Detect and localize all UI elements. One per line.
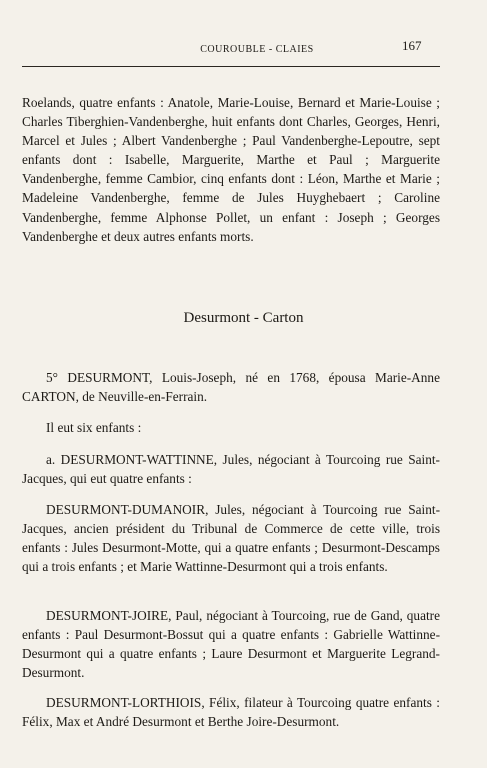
paragraph-desurmont-louis-joseph: 5° DESURMONT, Louis-Joseph, né en 1768, épousa Marie-Anne CARTON, de Neuville-en-Ferrain. [22, 370, 440, 405]
running-head [22, 38, 442, 58]
running-title: COUROUBLE - CLAIES [200, 44, 314, 55]
paragraph-six-enfants: Il eut six enfants : [46, 420, 142, 435]
paragraph-desurmont-joire: DESURMONT-JOIRE, Paul, négociant à Tourcoing, rue de Gand, quatre enfants : Paul Desurmont-Bossut qui a quatre enfants : Gabrielle Wattinne-Desurmont qui a quatre enfants ; Laure Desurmont et Marguerite Legrand-Desurmont. [22, 608, 440, 681]
header-rule [22, 66, 440, 67]
paragraph-roelands: Roelands, quatre enfants : Anatole, Marie-Louise, Bernard et Marie-Louise ; Charles Tiberghien-Vandenberghe, huit enfants dont Charles, Georges, Henri, Marcel et Jules ; Albert Vandenberghe ; Paul Vandenberghe-Lepoutre, sept enfants dont : Isabelle, Marguerite, Marthe et Paul ; Marguerite Vandenberghe, femme Cambior, cinq enfants dont : Léon, Marthe et Marie ; Madeleine Vandenberghe, femme de Jules Huyghebaert ; Caroline Vandenberghe, femme Alphonse Pollet, un enfant : Joseph ; Georges Vandenberghe et deux autres enfants morts. [22, 95, 440, 244]
paragraph-desurmont-dumanoir: DESURMONT-DUMANOIR, Jules, négociant à Tourcoing rue Saint-Jacques, ancien président du Tribunal de Commerce de cette ville, trois enfants : Jules Desurmont-Motte, qui a quatre enfants ; Desurmont-Descamps qui a trois enfants ; et Marie Wattinne-Desurmont qui a trois enfants. [22, 502, 440, 575]
section-title: Desurmont - Carton [183, 310, 304, 326]
paragraph-desurmont-wattinne: a. DESURMONT-WATTINNE, Jules, négociant à Tourcoing rue Saint-Jacques, qui eut quatre enfants : [22, 452, 440, 487]
page-number: 167 [402, 38, 422, 53]
paragraph-desurmont-lorthiois: DESURMONT-LORTHIOIS, Félix, filateur à Tourcoing quatre enfants : Félix, Max et André Desurmont et Berthe Joire-Desurmont. [22, 695, 440, 730]
